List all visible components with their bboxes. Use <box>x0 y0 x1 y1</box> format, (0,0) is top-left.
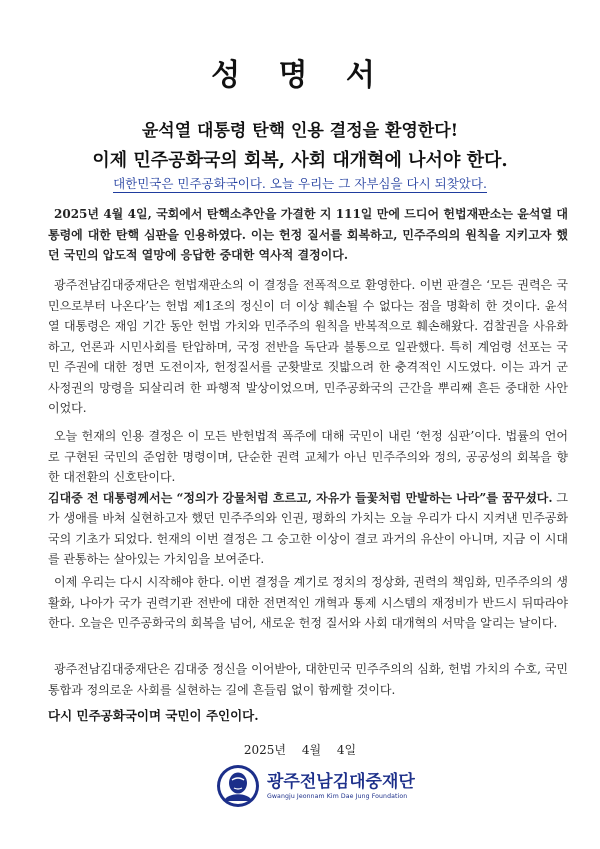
closing-line: 다시 민주공화국이며 국민이 주인이다. <box>48 708 259 723</box>
subheadline <box>0 174 600 192</box>
document-title: 성 명 서 <box>211 58 389 93</box>
kim-dae-jung-emblem-icon <box>215 763 261 809</box>
foundation-name-ko: 광주전남김대중재단 <box>267 772 415 792</box>
date-year: 2025년 <box>243 743 286 757</box>
paragraph-2-text: 광주전남김대중재단은 헌법재판소의 이 결정을 전폭적으로 환영한다. 이번 판결은 ‘모든 권력은 국민으로부터 나온다’는 헌법 제1조의 정신이 더 이상 훼손될 수 없다는 점을 명확히 한 것이다. 윤석열 대통령은 재임 기간 동안 헌법 가치와 민주주의 원칙을 반복적으로 훼손해왔다. 검찰권을 사유화하고, 언론과 시민사회를 탄압하며, 국정 전반을 독단과 불통으로 일관했다. 특히 계엄령 선포는 국민 주권에 대한 정면 도전이자, 헌정질서를 군홧발로 짓밟으려 한 충격적인 시도였다. 이는 과거 군사정권의 망령을 되살리려 한 파행적 발상이었으며, 민주공화국의 근간을 뿌리째 흔든 중대한 사안이었다. <box>48 278 568 415</box>
foundation-name-en: Gwangju Jeonnam Kim Dae Jung Foundation <box>267 793 408 800</box>
headline-2: 이제 민주공화국의 회복, 사회 대개혁에 나서야 한다. <box>92 150 508 171</box>
paragraph-3-text-a: 오늘 헌재의 인용 결정은 이 모든 반헌법적 폭주에 대해 국민이 내린 ‘헌정 심판’이다. 법률의 언어로 구현된 국민의 준엄한 명령이며, 단순한 권력 교체가 아닌 민주주의와 정의, 공공성의 회복을 향한 대전환의 신호탄이다. <box>48 429 568 484</box>
paragraph-4 <box>48 572 568 634</box>
paragraph-1-text: 2025년 4월 4일, 국회에서 탄핵소추안을 가결한 지 111일 만에 드디어 헌법재판소는 윤석열 대통령에 대한 탄핵 심판을 인용하였다. 이는 헌정 질서를 회복하고, 민주주의의 원칙을 지키고자 했던 국민의 압도적 열망에 응답한 중대한 역사적 결정이다. <box>48 207 568 262</box>
paragraph-3-text-b: 그가 생애를 바쳐 실현하고자 했던 민주주의와 인권, 평화의 가치는 오늘 우리가 다시 지켜낸 민주공화국의 기초가 되었다. 헌재의 이번 결정은 그 숭고한 이상이 결코 과거의 유산이 아니며, 지금 이 시대를 관통하는 살아있는 가치임을 보여준다. <box>48 490 568 566</box>
date-month: 4월 <box>301 743 322 757</box>
paragraph-2 <box>48 275 568 419</box>
date-day: 4일 <box>336 743 357 757</box>
paragraph-3-bold: 김대중 전 대통령께서는 “정의가 강물처럼 흐르고, 자유가 들꽃처럼 만발하는 나라”를 꿈꾸셨다. <box>48 490 553 505</box>
foundation-logo <box>215 763 415 823</box>
paragraph-3 <box>48 426 568 570</box>
statement-date <box>0 741 600 758</box>
headline-1: 윤석열 대통령 탄핵 인용 결정을 환영한다! <box>141 121 459 141</box>
paragraph-5 <box>48 659 568 700</box>
paragraph-5-text: 광주전남김대중재단은 김대중 정신을 이어받아, 대한민국 민주주의의 심화, 헌법 가치의 수호, 국민 통합과 정의로운 사회를 실현하는 길에 흔들림 없이 함께할 것이다. <box>48 662 568 697</box>
paragraph-1 <box>48 204 568 266</box>
paragraph-4-text: 이제 우리는 다시 시작해야 한다. 이번 결정을 계기로 정치의 정상화, 권력의 책임화, 민주주의의 생활화, 나아가 국가 권력기관 전반에 대한 전면적인 개혁과 통제 시스템의 재정비가 반드시 뒤따라야 한다. 오늘은 민주공화국의 회복을 넘어, 새로운 헌정 질서와 사회 대개혁의 서막을 알리는 날이다. <box>48 575 568 630</box>
subheadline-text: 대한민국은 민주공화국이다. 오늘 우리는 그 자부심을 다시 되찾았다. <box>113 176 487 191</box>
